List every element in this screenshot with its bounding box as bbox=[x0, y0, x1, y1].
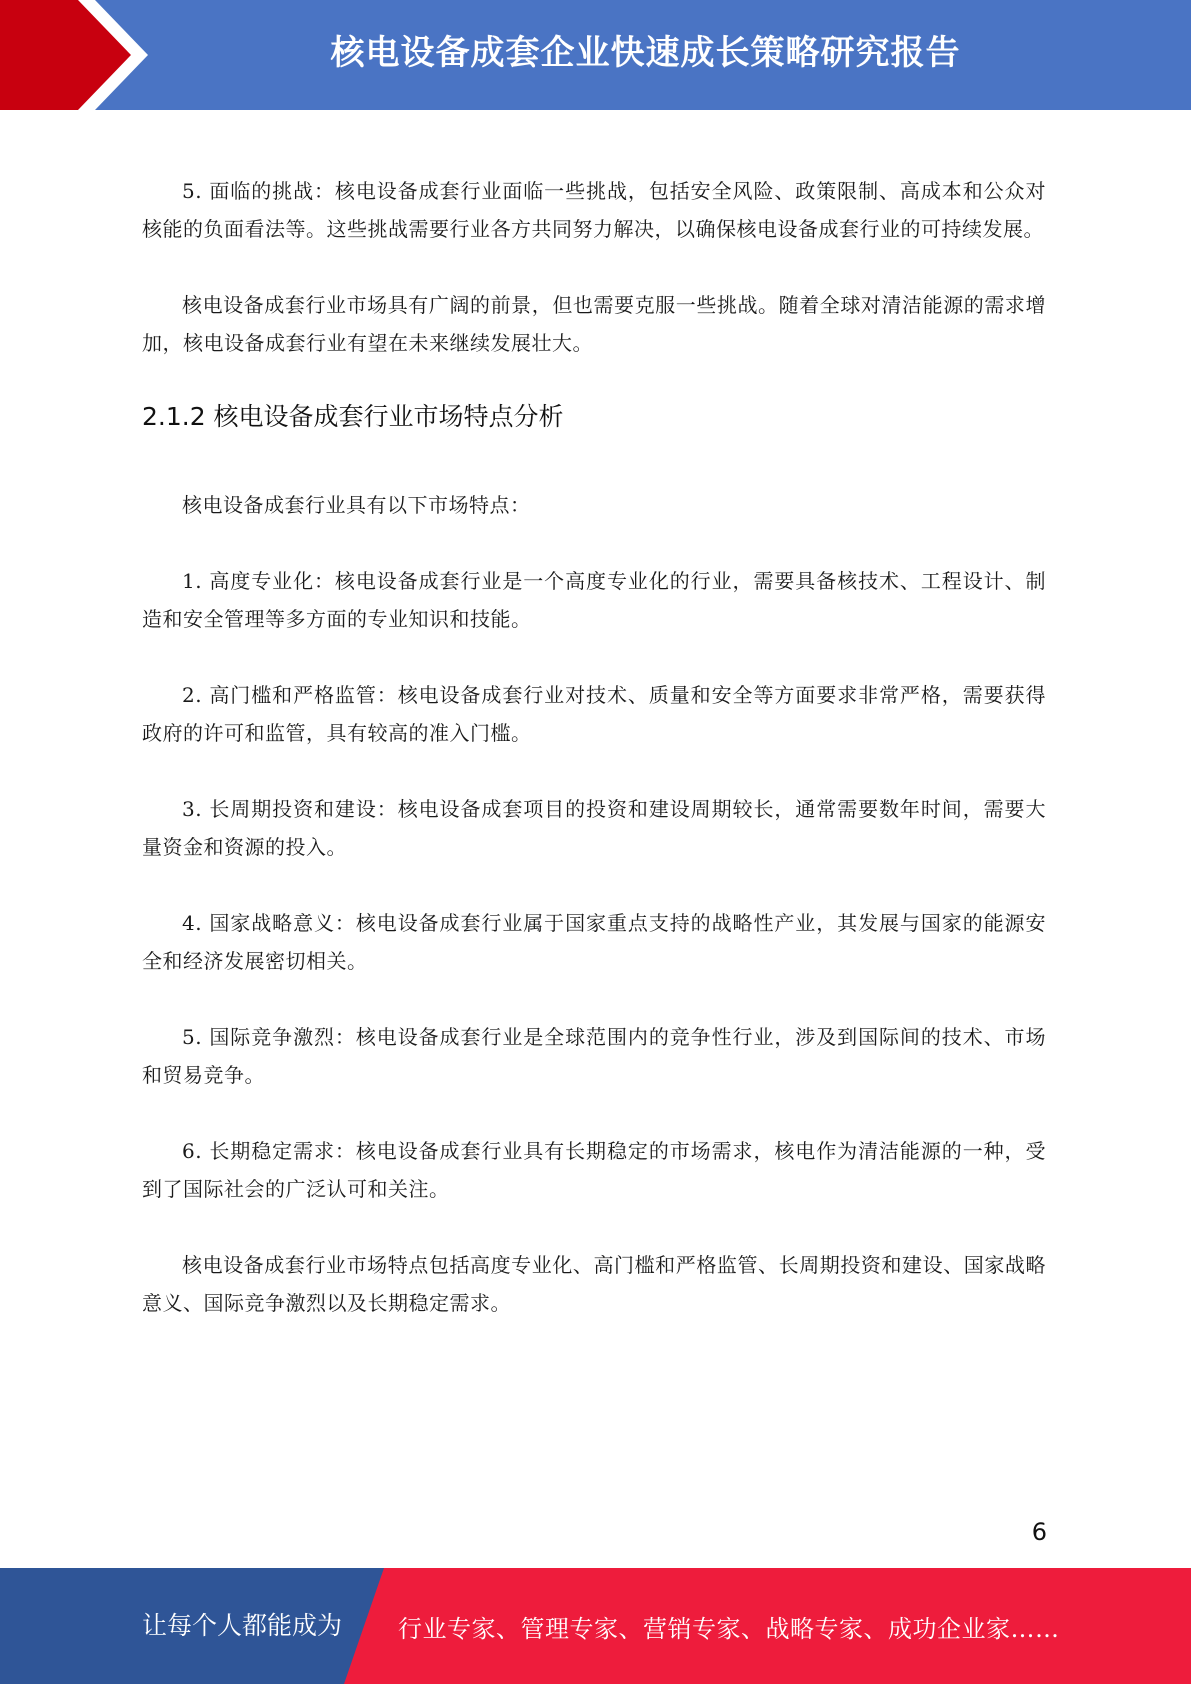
footer-banner bbox=[0, 1568, 1191, 1684]
paragraph-challenges: 5. 面临的挑战：核电设备成套行业面临一些挑战，包括安全风险、政策限制、高成本和公众对核能的负面看法等。这些挑战需要行业各方共同努力解决，以确保核电设备成套行业的可持续发展。 bbox=[142, 179, 1046, 241]
list-item-regulation: 2. 高门槛和严格监管：核电设备成套行业对技术、质量和安全等方面要求非常严格，需要获得政府的许可和监管，具有较高的准入门槛。 bbox=[142, 683, 1046, 745]
list-item-competition: 5. 国际竞争激烈：核电设备成套行业是全球范围内的竞争性行业，涉及到国际间的技术、市场和贸易竞争。 bbox=[142, 1025, 1046, 1087]
report-title: 核电设备成套企业快速成长策略研究报告 bbox=[330, 33, 961, 73]
list-item-national-strategy: 4. 国家战略意义：核电设备成套行业属于国家重点支持的战略性产业，其发展与国家的能源安全和经济发展密切相关。 bbox=[142, 911, 1046, 973]
footer-slogan-right: 行业专家、管理专家、营销专家、战略专家、成功企业家…… bbox=[398, 1615, 1060, 1643]
document-body bbox=[142, 172, 1046, 1360]
footer-slogan-left: 让每个人都能成为 bbox=[142, 1611, 343, 1640]
list-item-specialization: 1. 高度专业化：核电设备成套行业是一个高度专业化的行业，需要具备核技术、工程设计、制造和安全管理等多方面的专业知识和技能。 bbox=[142, 569, 1046, 631]
page-number: 6 bbox=[1031, 1518, 1047, 1546]
list-item-long-cycle: 3. 长周期投资和建设：核电设备成套项目的投资和建设周期较长，通常需要数年时间，需要大量资金和资源的投入。 bbox=[142, 797, 1046, 859]
paragraph-summary: 核电设备成套行业市场特点包括高度专业化、高门槛和严格监管、长周期投资和建设、国家战略意义、国际竞争激烈以及长期稳定需求。 bbox=[142, 1253, 1046, 1315]
section-heading: 2.1.2 核电设备成套行业市场特点分析 bbox=[142, 402, 564, 431]
paragraph-intro: 核电设备成套行业具有以下市场特点： bbox=[182, 493, 531, 517]
header-banner bbox=[0, 0, 1191, 110]
list-item-stable-demand: 6. 长期稳定需求：核电设备成套行业具有长期稳定的市场需求，核电作为清洁能源的一种，受到了国际社会的广泛认可和关注。 bbox=[142, 1139, 1046, 1201]
paragraph-outlook: 核电设备成套行业市场具有广阔的前景，但也需要克服一些挑战。随着全球对清洁能源的需求增加，核电设备成套行业有望在未来继续发展壮大。 bbox=[142, 293, 1046, 355]
header-chevron-icon bbox=[0, 0, 160, 110]
